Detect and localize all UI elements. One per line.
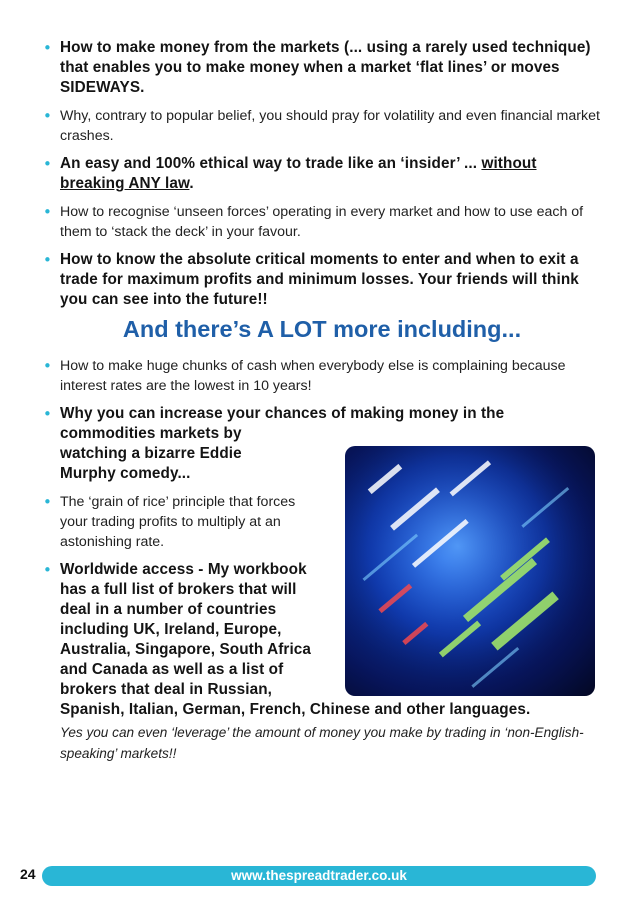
item-text-narrow: Worldwide access - My workbook has a full list of brokers that will deal in a number of countries including UK, Ireland, Europe, Australia, Singapore, South Africa and Canada as well as a list of brokers that deal in Russian, xyxy=(60,561,312,698)
bullet-icon: • xyxy=(43,493,52,511)
stock-ticker-display-icon xyxy=(345,446,595,696)
bullet-list-top xyxy=(42,38,602,318)
item-text: without breaking ANY law xyxy=(60,155,537,192)
bullet-icon: • xyxy=(43,203,52,221)
list-item xyxy=(42,38,602,98)
item-text-wide: Spanish, Italian, German, French, Chinese and other languages. xyxy=(60,701,531,718)
bullet-icon: • xyxy=(43,107,52,125)
list-item xyxy=(42,154,602,194)
item-text: How to make money from the markets (... using a rarely used technique) that enables you to make money when a market ‘flat lines’ or moves SIDEWAYS. xyxy=(60,39,591,96)
item-text: Why, contrary to popular belief, you should pray for volatility and even financial market crashes. xyxy=(60,108,600,144)
bullet-icon: • xyxy=(43,405,52,423)
list-item xyxy=(42,202,602,242)
item-text: How to make huge chunks of cash when everybody else is complaining because interest rates are the lowest in 10 years! xyxy=(60,358,566,394)
section-heading: And there’s A LOT more including... xyxy=(122,316,522,342)
page-number: 24 xyxy=(20,866,36,882)
item-text-rest: commodities markets by watching a bizarre Eddie Murphy comedy... xyxy=(60,425,242,482)
bullet-icon: • xyxy=(43,251,52,269)
footer-url-bar[interactable]: www.thespreadtrader.co.uk xyxy=(42,866,596,886)
bullet-icon: • xyxy=(43,561,52,579)
list-item xyxy=(42,250,602,310)
item-text: . xyxy=(189,175,194,192)
list-item-interest-rates xyxy=(42,356,602,396)
item-text-line1: Why you can increase your chances of making money in the xyxy=(60,405,505,422)
bullet-icon: • xyxy=(43,357,52,375)
list-item-grain-of-rice xyxy=(42,492,322,552)
item-text: An easy and 100% ethical way to trade like an ‘insider’ ... xyxy=(60,155,482,172)
item-italic-note: Yes you can even ‘leverage’ the amount of money you make by trading in ‘non-English-speaking’ markets!! xyxy=(60,725,584,761)
bullet-icon: • xyxy=(43,155,52,173)
stock-ticker-photo xyxy=(345,446,595,696)
item-text: How to know the absolute critical moments to enter and when to exit a trade for maximum profits and minimum losses. Your friends will think you can see into the future!! xyxy=(60,251,579,308)
bullet-icon: • xyxy=(43,39,52,57)
item-text: The ‘grain of rice’ principle that forces your trading profits to multiply at an astonishing rate. xyxy=(60,494,296,550)
list-item xyxy=(42,106,602,146)
item-text: How to recognise ‘unseen forces’ operating in every market and how to use each of them to ‘stack the deck’ in your favour. xyxy=(60,204,584,240)
